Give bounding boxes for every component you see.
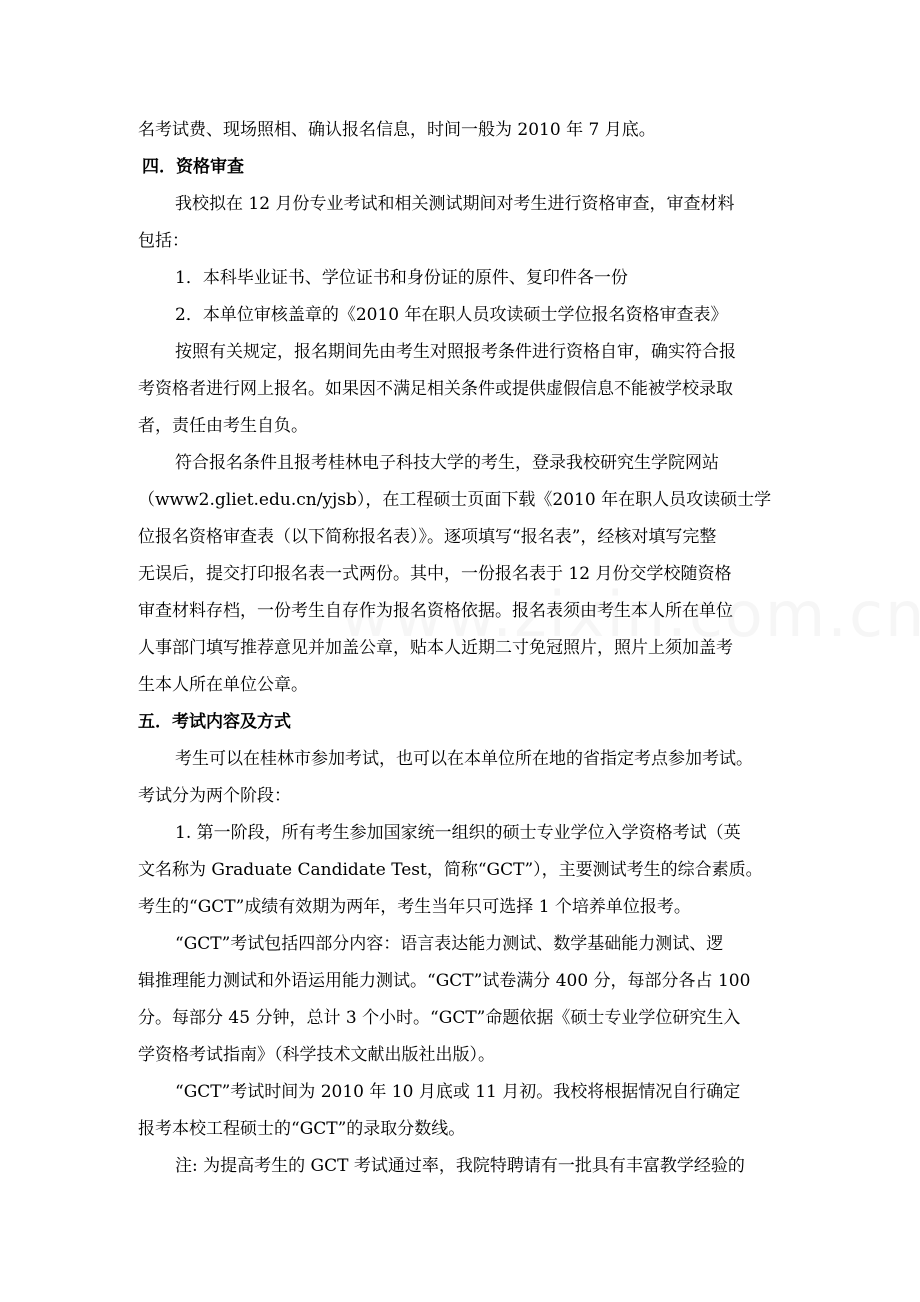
paragraph-line: 报考本校工程硕士的“GCT”的录取分数线。 xyxy=(138,1119,466,1139)
paragraph-line: 无误后，提交打印报名表一式两份。其中，一份报名表于 12 月份交学校随资格 xyxy=(138,564,732,584)
list-item: 1．本科毕业证书、学位证书和身份证的原件、复印件各一份 xyxy=(175,268,628,288)
paragraph-line: 辑推理能力测试和外语运用能力测试。“GCT”试卷满分 400 分，每部分各占 100 xyxy=(138,971,751,991)
paragraph-line: 人事部门填写推荐意见并加盖公章，贴本人近期二寸免冠照片，照片上须加盖考 xyxy=(138,638,733,658)
paragraph-line: 生本人所在单位公章。 xyxy=(138,675,308,695)
paragraph-line: 按照有关规定，报名期间先由考生对照报考条件进行资格自审，确实符合报 xyxy=(175,342,736,362)
paragraph-line: 考试分为两个阶段： xyxy=(138,786,291,806)
paragraph-line: 考生的“GCT”成绩有效期为两年，考生当年只可选择 1 个培养单位报考。 xyxy=(138,897,691,917)
section-heading-qualification-review: 四．资格审查 xyxy=(142,157,244,177)
paragraph-line: 我校拟在 12 月份专业考试和相关测试期间对考生进行资格审查，审查材料 xyxy=(175,194,735,214)
section-heading-exam-content: 五．考试内容及方式 xyxy=(138,712,291,732)
paragraph-line: 位报名资格审查表（以下简称报名表）》。逐项填写“报名表”，经核对填写完整 xyxy=(138,527,717,547)
paragraph-line: （www2.gliet.edu.cn/yjsb），在工程硕士页面下载《2010 年在职人员攻读硕士学 xyxy=(138,490,772,510)
paragraph-line: 符合报名条件且报考桂林电子科技大学的考生，登录我校研究生学院网站 xyxy=(175,453,719,473)
paragraph-line: 文名称为 Graduate Candidate Test，简称“GCT”），主要测试考生的综合素质。 xyxy=(138,860,763,880)
note-line: 注: 为提高考生的 GCT 考试通过率，我院特聘请有一批具有丰富教学经验的 xyxy=(175,1156,745,1176)
paragraph-line: 审查材料存档，一份考生自存作为报名资格依据。报名表须由考生本人所在单位 xyxy=(138,601,733,621)
paragraph-line: 名考试费、现场照相、确认报名信息，时间一般为 2010 年 7 月底。 xyxy=(138,120,656,140)
list-item: 2．本单位审核盖章的《2010 年在职人员攻读硕士学位报名资格审查表》 xyxy=(175,305,728,325)
list-item: 1. 第一阶段，所有考生参加国家统一组织的硕士专业学位入学资格考试（英 xyxy=(175,823,741,843)
paragraph-line: 分。每部分 45 分钟，总计 3 个小时。“GCT”命题依据《硕士专业学位研究生入 xyxy=(138,1008,741,1028)
paragraph-line: 者，责任由考生自负。 xyxy=(138,416,308,436)
document-body xyxy=(138,112,783,1185)
paragraph-line: 学资格考试指南》（科学技术文献出版社出版）。 xyxy=(138,1045,495,1065)
paragraph-line: 考资格者进行网上报名。如果因不满足相关条件或提供虚假信息不能被学校录取 xyxy=(138,379,733,399)
paragraph-line: “GCT”考试包括四部分内容：语言表达能力测试、数学基础能力测试、逻 xyxy=(175,934,724,954)
paragraph-line: “GCT”考试时间为 2010 年 10 月底或 11 月初。我校将根据情况自行确定 xyxy=(175,1082,741,1102)
paragraph-line: 包括： xyxy=(138,231,189,251)
paragraph-line: 考生可以在桂林市参加考试，也可以在本单位所在地的省指定考点参加考试。 xyxy=(175,749,753,769)
